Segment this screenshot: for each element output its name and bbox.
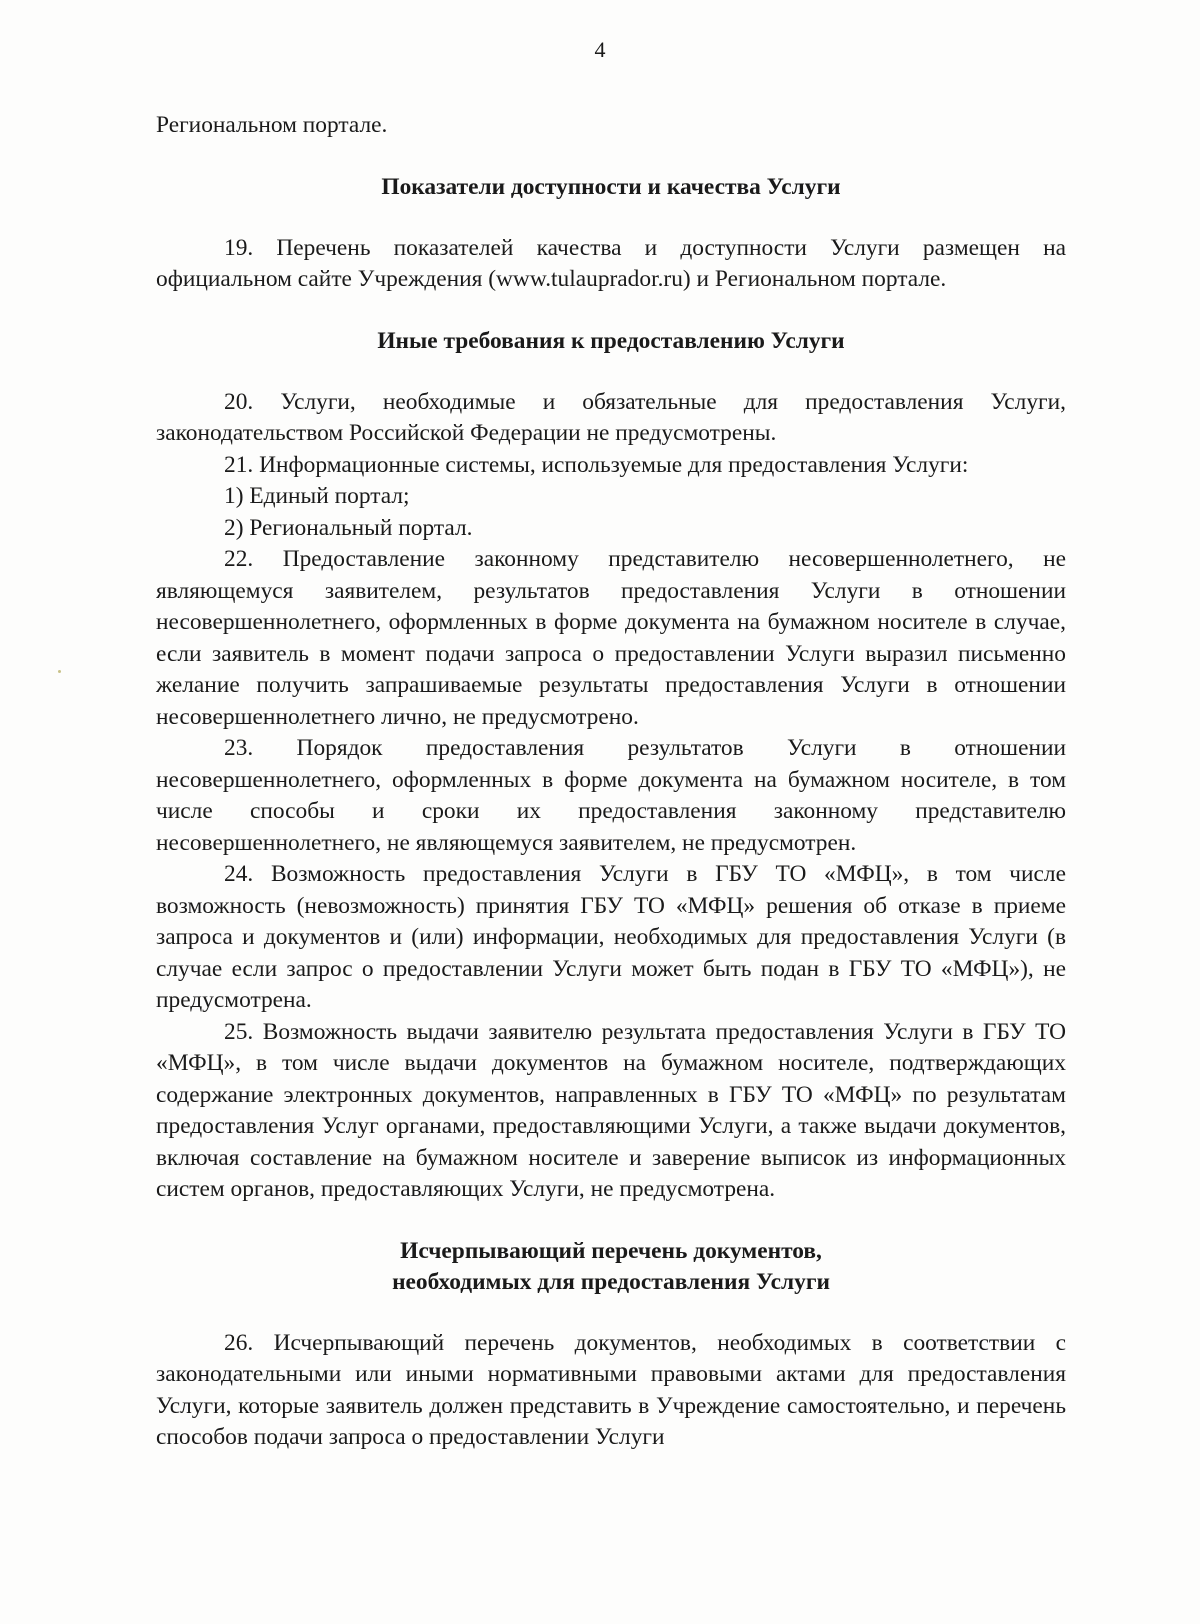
section-heading-availability: Показатели доступности и качества Услуги [381, 173, 841, 200]
page-number: 4 [594, 37, 606, 62]
paragraph-21: 21. Информационные системы, используемые для предоставления Услуги: [224, 451, 969, 478]
paragraph-24: 24. Возможность предоставления Услуги в ГБУ ТО «МФЦ», в том числе возможность (невозможность) принятия ГБУ ТО «МФЦ» решения об отказе в приеме запроса и документов и (или) информации, необходимых для предоставления Услуги (в случае если запрос о предоставлении Услуги может быть подан в ГБУ ТО «МФЦ»), не предусмотрена. [156, 861, 1066, 1013]
paragraph-20: 20. Услуги, необходимые и обязательные для предоставления Услуги, законодательством Российской Федерации не предусмотрены. [156, 388, 1066, 446]
section-heading-documents-line-2: необходимых для предоставления Услуги [392, 1268, 830, 1295]
paragraph-19: 19. Перечень показателей качества и доступности Услуги размещен на официальном сайте Учреждения (www.tulauprador.ru) и Региональном портале. [156, 234, 1066, 292]
paragraph-23: 23. Порядок предоставления результатов Услуги в отношении несовершеннолетнего, оформленных в форме документа на бумажном носителе, в том числе способы и сроки их предоставления законному представителю несовершеннолетнего, не являющемуся заявителем, не предусмотрен. [156, 735, 1066, 856]
opening-line: Региональном портале. [156, 112, 388, 138]
document-body [156, 110, 1066, 1454]
paragraph-25: 25. Возможность выдачи заявителю результата предоставления Услуги в ГБУ ТО «МФЦ», в том числе выдачи документов на бумажном носителе, подтверждающих содержание электронных документов, направленных в ГБУ ТО «МФЦ» по результатам предоставления Услуг органами, предоставляющими Услуги, а также выдачи документов, включая составление на бумажном носителе и заверение выписок из информационных систем органов, предоставляющих Услуги, не предусмотрена. [156, 1018, 1066, 1202]
paragraph-22: 22. Предоставление законному представителю несовершеннолетнего, не являющемуся заявителем, результатов предоставления Услуги в отношении несовершеннолетнего, оформленных в форме документа на бумажном носителе в случае, если заявитель в момент подачи запроса о предоставлении Услуги выразил письменно желание получить запрашиваемые результаты предоставления Услуги в отношении несовершеннолетнего лично, не предусмотрено. [156, 546, 1066, 730]
section-heading-other-requirements: Иные требования к предоставлению Услуги [377, 327, 845, 354]
section-heading-documents-line-1: Исчерпывающий перечень документов, [400, 1237, 822, 1264]
scan-speck [58, 670, 61, 673]
paragraph-26: 26. Исчерпывающий перечень документов, необходимых в соответствии с законодательными или иными нормативными правовыми актами для предоставления Услуги, которые заявитель должен представить в Учреждение самостоятельно, и перечень способов подачи запроса о предоставлении Услуги [156, 1329, 1066, 1450]
paragraph-21-item-1: 1) Единый портал; [224, 483, 410, 509]
paragraph-21-item-2: 2) Региональный портал. [224, 514, 473, 541]
